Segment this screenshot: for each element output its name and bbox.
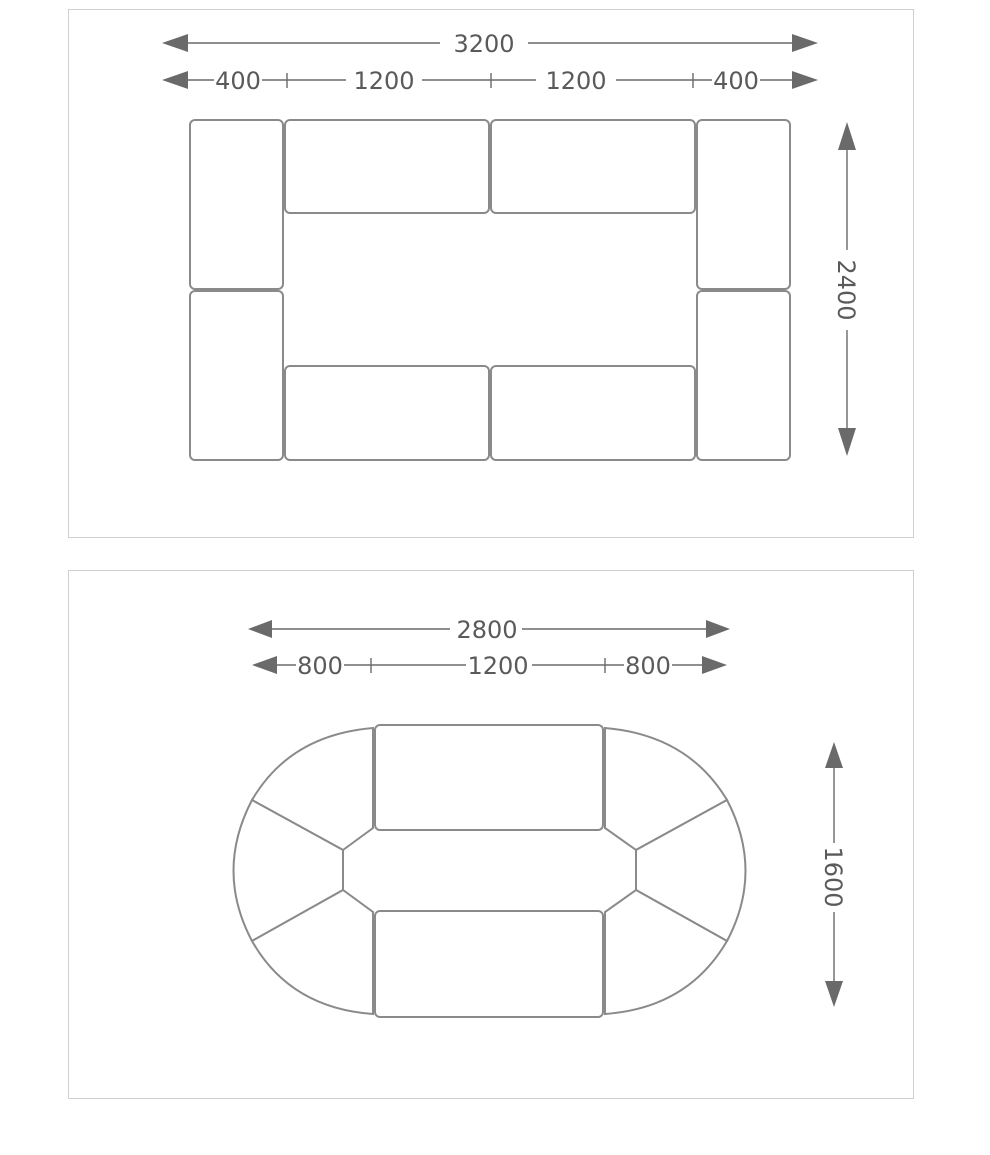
rect-segment-label-4: 400: [713, 67, 759, 95]
rect-overall-width-dimension: [162, 30, 818, 58]
rectangular-seating: [190, 120, 790, 460]
oval-seating: [234, 725, 746, 1017]
seat-left-bottom: [190, 291, 283, 460]
oval-segment-label-1: 800: [297, 652, 343, 680]
seat-top-left: [285, 120, 489, 213]
seat-oval-top-center: [375, 725, 603, 830]
rect-segment-dimension: [162, 67, 818, 95]
oval-segment-dimension: [252, 652, 727, 680]
oval-overall-width-label: 2800: [456, 616, 518, 644]
seat-top-right: [491, 120, 695, 213]
oval-segment-label-2: 1200: [467, 652, 529, 680]
rect-segment-label-2: 1200: [353, 67, 415, 95]
seat-bottom-right: [491, 366, 695, 460]
rect-overall-width-label: 3200: [453, 30, 515, 58]
seat-bottom-left: [285, 366, 489, 460]
rect-segment-label-1: 400: [215, 67, 261, 95]
rect-depth-dimension: [832, 122, 860, 456]
oval-depth-dimension: [819, 742, 847, 1007]
seat-oval-bottom-center: [375, 911, 603, 1017]
seat-left-top: [190, 120, 283, 289]
rect-segment-label-3: 1200: [545, 67, 607, 95]
rect-depth-label: 2400: [832, 259, 860, 321]
oval-overall-width-dimension: [248, 616, 730, 644]
oval-depth-label: 1600: [819, 846, 847, 908]
oval-segment-label-3: 800: [625, 652, 671, 680]
seat-right-bottom: [697, 291, 790, 460]
seat-right-top: [697, 120, 790, 289]
